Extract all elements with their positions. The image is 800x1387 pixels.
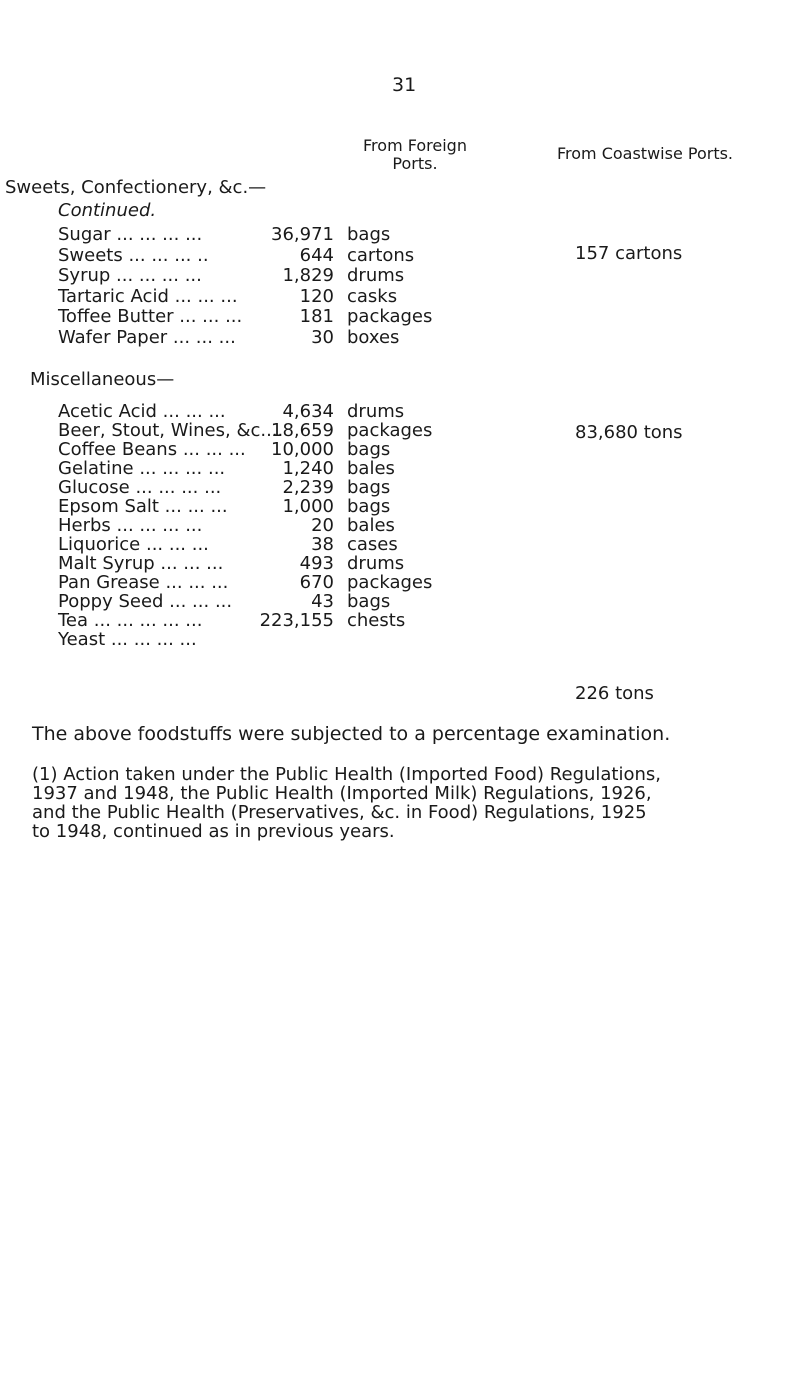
quantity: 36,971 [271, 224, 334, 245]
item-label: Gelatine ... ... ... ... [58, 458, 226, 479]
unit: packages [347, 306, 433, 327]
item-label: Tartaric Acid ... ... ... [58, 285, 238, 307]
unit: casks [347, 285, 398, 307]
table-row [0, 307, 800, 327]
table-row [0, 225, 800, 245]
column-header-foreign: From Foreign Ports. [363, 136, 467, 173]
item-label: Herbs ... ... ... ... [58, 515, 203, 536]
page-number: 31 [392, 74, 417, 96]
table-row [0, 478, 800, 498]
table-row [0, 440, 800, 460]
unit: bales [347, 458, 395, 479]
coastwise-value: 83,680 tons [575, 422, 683, 443]
unit: bags [347, 496, 391, 517]
coastwise-value: 226 tons [575, 683, 654, 704]
table-row [0, 535, 800, 555]
item-label: Poppy Seed ... ... ... [58, 591, 233, 612]
quantity: 38 [311, 534, 334, 555]
item-label: Syrup ... ... ... ... [58, 265, 202, 286]
section-title-miscellaneous: Miscellaneous— [30, 369, 175, 390]
item-label: Coffee Beans ... ... ... [58, 439, 246, 460]
item-label: Beer, Stout, Wines, &c.... [58, 420, 284, 441]
unit: bags [347, 439, 391, 460]
quantity: 4,634 [282, 401, 334, 422]
table-row [0, 266, 800, 286]
table-row [0, 611, 800, 631]
unit: bags [347, 477, 391, 498]
quantity: 18,659 [271, 420, 334, 441]
table-row [0, 592, 800, 612]
quantity: 223,155 [259, 610, 334, 631]
table-row [0, 287, 800, 307]
footnote: The above foodstuffs were subjected to a percentage examination. [32, 723, 671, 745]
coastwise-value: 157 cartons [575, 243, 683, 264]
quantity: 1,829 [282, 265, 334, 286]
unit: bags [347, 224, 391, 245]
item-label: Acetic Acid ... ... ... [58, 401, 226, 422]
unit: bags [347, 591, 391, 612]
table-row [0, 554, 800, 574]
quantity: 1,000 [282, 496, 334, 517]
quantity: 43 [311, 591, 334, 612]
paragraph-line: to 1948, continued as in previous years. [32, 821, 395, 842]
item-label: Tea ... ... ... ... ... [58, 610, 203, 631]
unit: cartons [347, 244, 415, 266]
table-row [0, 402, 800, 422]
unit: packages [347, 420, 433, 441]
table-row [0, 497, 800, 517]
unit: drums [347, 265, 405, 286]
section-title-sweets: Sweets, Confectionery, &c.— [5, 177, 267, 198]
paragraph-line: 1937 and 1948, the Public Health (Imported Milk) Regulations, 1926, [32, 783, 652, 804]
unit: chests [347, 610, 406, 631]
table-row [0, 630, 800, 650]
item-label: Toffee Butter ... ... ... [58, 306, 243, 327]
paragraph-line: and the Public Health (Preservatives, &c. in Food) Regulations, 1925 [32, 802, 647, 823]
item-label: Yeast ... ... ... ... [58, 629, 197, 650]
unit: packages [347, 572, 433, 593]
quantity: 1,240 [282, 458, 334, 479]
quantity: 20 [311, 515, 334, 536]
unit: cases [347, 534, 398, 555]
item-label: Sugar ... ... ... ... [58, 224, 203, 245]
quantity: 2,239 [282, 477, 334, 498]
quantity: 181 [299, 306, 334, 327]
quantity: 10,000 [271, 439, 334, 460]
quantity: 493 [299, 553, 334, 574]
item-label: Liquorice ... ... ... [58, 534, 209, 555]
table-row [0, 328, 800, 348]
table-row [0, 459, 800, 479]
quantity: 30 [311, 326, 334, 348]
table-row [0, 516, 800, 536]
unit: boxes [347, 326, 400, 348]
quantity: 644 [299, 244, 334, 266]
quantity: 120 [299, 285, 334, 307]
item-label: Malt Syrup ... ... ... [58, 553, 224, 574]
paragraph-line: (1) Action taken under the Public Health (Imported Food) Regulations, [32, 764, 662, 785]
quantity: 670 [299, 572, 334, 593]
item-label: Sweets ... ... ... .. [58, 244, 209, 266]
item-label: Pan Grease ... ... ... [58, 572, 229, 593]
item-label: Glucose ... ... ... ... [58, 477, 222, 498]
unit: drums [347, 553, 405, 574]
unit: drums [347, 401, 405, 422]
unit: bales [347, 515, 395, 536]
table-row [0, 573, 800, 593]
column-header-coastwise: From Coastwise Ports. [556, 144, 734, 163]
item-label: Epsom Salt ... ... ... [58, 496, 228, 517]
item-label: Wafer Paper ... ... ... [58, 326, 236, 348]
section-subtitle-continued: Continued. [58, 200, 157, 221]
